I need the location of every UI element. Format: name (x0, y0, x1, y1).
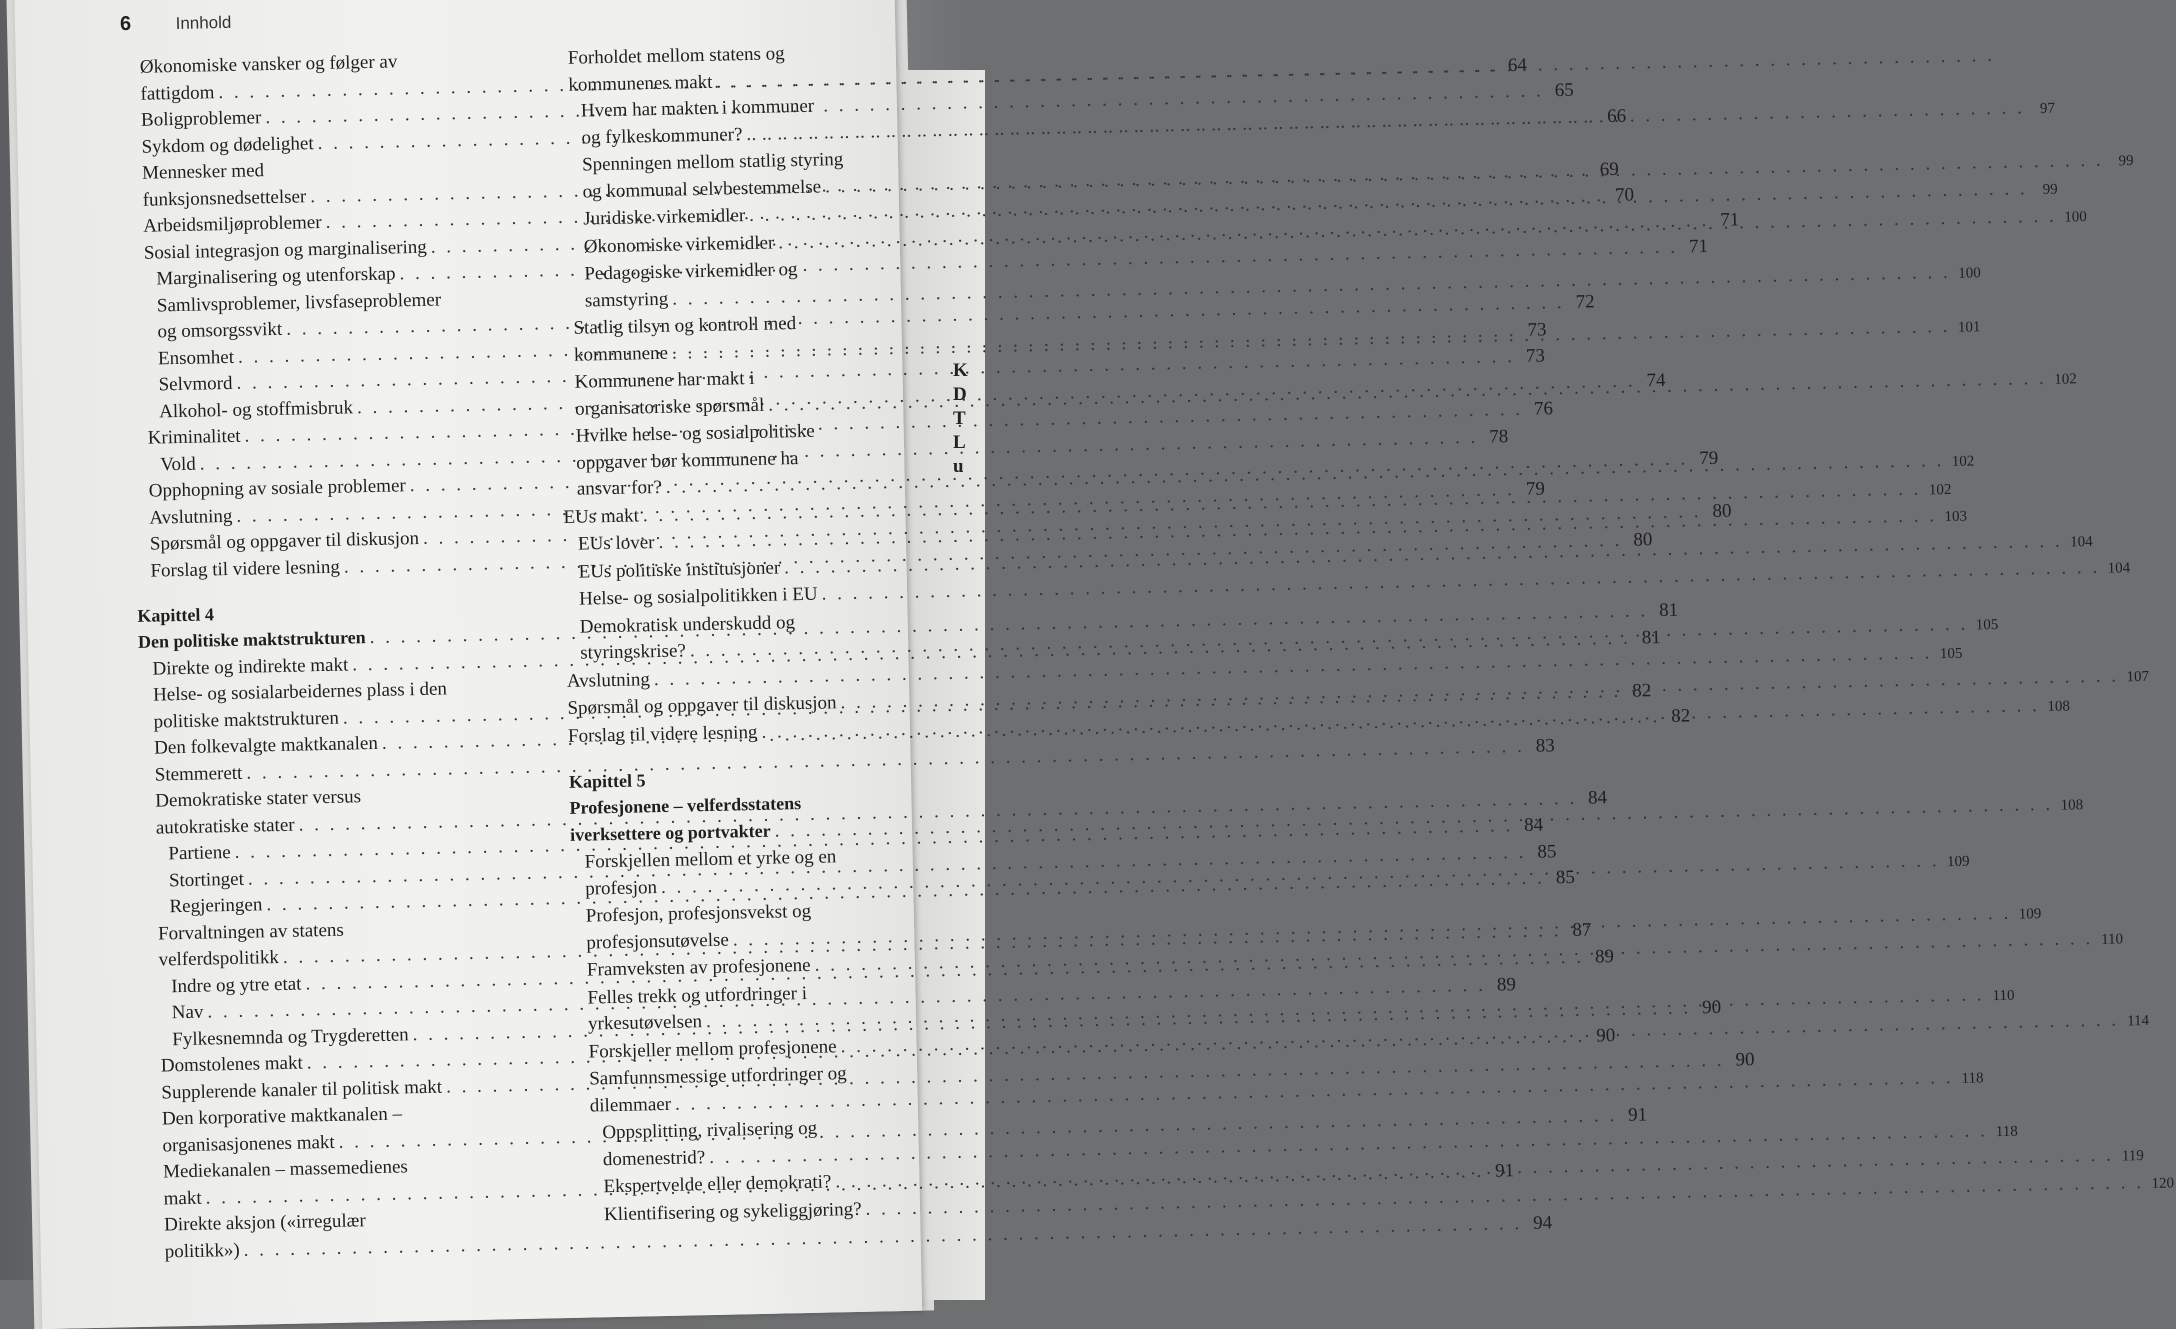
toc-entry-text: styringskrise? (580, 640, 687, 664)
toc-entry-text: Hvilke helse- og sosialpolitiske (575, 420, 815, 447)
toc-entry-text: Selvmord (158, 372, 233, 396)
toc-page-number: 105 (1975, 616, 1999, 634)
toc-page-number: 71 (1720, 208, 1740, 231)
toc-entry-text: ansvar for? (576, 476, 663, 500)
toc-entry-text: Sosial integrasjon og marginalisering (143, 236, 428, 264)
toc-page-number: 91 (1494, 1159, 1515, 1182)
next-page-fragment: K (953, 360, 968, 381)
toc-entry-text: og fylkeskommuner? (581, 123, 743, 149)
toc-page-number: 73 (1527, 318, 1547, 341)
running-head: Innhold (175, 12, 232, 33)
toc-entry-text: oppgaver bør kommunene ha (576, 447, 799, 474)
toc-entry-text: Forslag til videre lesning (567, 721, 758, 747)
toc-page-number: 119 (2121, 1148, 2144, 1165)
toc-entry-text: yrkesutøvelsen (587, 1011, 703, 1035)
toc-entry-text: Indre og ytre etat (170, 973, 302, 997)
toc-entry-text: Forskjellen mellom et yrke og en (584, 846, 837, 873)
toc-entry-text: Økonomiske vansker og følger av (139, 51, 398, 78)
toc-entry-text: Direkte aksjon («irregulær (163, 1210, 366, 1236)
toc-entry-text: Forskjeller mellom profesjonene (588, 1035, 837, 1063)
toc-page-number: 99 (2042, 181, 2058, 198)
toc-entry-text: samstyring (584, 288, 669, 311)
toc-entry-text: EUs makt (563, 504, 640, 528)
toc-entry-text: Domstolenes makt (160, 1052, 303, 1077)
toc-entry-text: Sykdom og dødelighet (141, 132, 314, 158)
toc-entry-text: kommunene (573, 342, 669, 366)
toc-entry-text: Spørsmål og oppgaver til diskusjon (149, 528, 420, 555)
toc-entry-text: Spenningen mellom statlig styring (581, 149, 844, 176)
toc-page-number: 104 (2069, 533, 2093, 550)
toc-page-number: 102 (2054, 370, 2077, 388)
toc-page-number: 76 (1533, 398, 1554, 420)
toc-page-number: 74 (1646, 369, 1666, 391)
toc-entry-text: velferdspolitikk (158, 947, 280, 971)
toc-page-number: 109 (2018, 905, 2042, 923)
book-page (14, 0, 2175, 1329)
toc-entry-text: organisatoriske spørsmål (574, 394, 765, 420)
toc-page-number: 91 (1627, 1103, 1648, 1126)
toc-page-number: 94 (1532, 1211, 1553, 1234)
toc-entry-text: Statlig tilsyn og kontroll med (573, 313, 797, 339)
toc-entry-text: Demokratiske stater versus (155, 786, 362, 812)
toc-entry-text: Forholdet mellom statens og (567, 43, 785, 69)
toc-page-number (1999, 60, 2025, 61)
next-page-fragment: L (953, 432, 966, 453)
toc-entry-text: Avslutning (566, 668, 651, 692)
toc-entry-text: funksjonsnedsettelser (142, 185, 307, 211)
toc-page-number: 84 (1523, 814, 1544, 836)
toc-entry-text: Juridiske virkemidler (582, 205, 746, 230)
toc-page-number: 87 (1572, 919, 1592, 941)
toc-page-number: 79 (1525, 477, 1546, 500)
page-header (120, 11, 232, 36)
toc-entry-text: Helse- og sosialpolitikken i EU (578, 583, 818, 610)
toc-entry-text: Mediekanalen – massemedienes (162, 1156, 409, 1183)
toc-entry-text: Spørsmål og oppgaver til diskusjon (567, 692, 837, 719)
toc-entry-text: og omsorgssvikt (157, 318, 283, 343)
next-page-fragment: T (953, 408, 966, 429)
toc-page-number: 73 (1525, 345, 1546, 367)
toc-entry-text: Den korporative maktkanalen – (161, 1103, 403, 1130)
toc-entry-text: Alkohol- og stoffmisbruk (158, 396, 354, 422)
toc-page-number: 120 (2151, 1174, 2175, 1192)
toc-entry-text: domenestrid? (602, 1146, 706, 1170)
toc-page-number: 110 (1992, 987, 2015, 1005)
toc-entry-text: iverksettere og portvakter (569, 820, 771, 845)
toc-entry-text: Økonomiske virkemidler (583, 232, 775, 257)
toc-entry-text: Fylkesnemnda og Trygderetten (172, 1023, 409, 1050)
toc-page-number: 64 (1507, 54, 1528, 76)
toc-entry-text: EUs politiske institusjoner (578, 556, 781, 583)
toc-page-number: 101 (1957, 318, 1981, 336)
toc-entry-text: Helse- og sosialarbeidernes plass i den (152, 678, 448, 706)
toc-entry-text: politiske maktstrukturen (153, 707, 340, 733)
toc-entry-text: Ekspertvelde eller demokrati? (603, 1171, 832, 1198)
toc-page-number: 72 (1575, 291, 1595, 313)
toc-entry-text: Forslag til videre lesning (150, 556, 341, 582)
toc-entry-text: organisasjonenes makt (162, 1131, 335, 1157)
toc-page-number: 85 (1555, 866, 1576, 889)
toc-entry-text: Felles trekk og utfordringer i (587, 982, 808, 1009)
toc-entry-text: Marginalisering og utenforskap (156, 263, 396, 290)
toc-entry-text: Forvaltningen av statens (157, 919, 345, 945)
toc-entry-text: kommunenes makt (568, 71, 713, 96)
toc-entry-text: EUs lover (577, 532, 655, 555)
toc-page-number: 103 (1944, 508, 1968, 526)
toc-entry-text: Arbeidsmiljøproblemer (143, 211, 322, 237)
toc-entry-text: Kriminalitet (147, 425, 241, 449)
toc-entry-text: autokratiske stater (155, 814, 295, 839)
toc-entry-text: Demokratisk underskudd og (579, 611, 796, 638)
toc-page-number: 102 (1928, 481, 1952, 498)
next-page-fragment: u (953, 456, 964, 477)
toc-entry-text: politikk») (164, 1239, 240, 1262)
toc-entry-text: Samfunnsmessige utfordringer og (589, 1063, 847, 1090)
toc-entry-text: Stortinget (168, 868, 245, 891)
toc-entry-text: Nav (171, 1001, 204, 1024)
toc-entry-text: Boligproblemer (140, 107, 262, 131)
toc-page-number: 83 (1535, 734, 1556, 757)
toc-entry-text: Supplerende kanaler til politisk makt (161, 1076, 443, 1104)
toc-page-number: 80 (1712, 500, 1732, 522)
toc-entry-text: Vold (160, 453, 197, 475)
toc-page-number: 118 (1961, 1069, 1984, 1087)
toc-entry-text: profesjonsutøvelse (586, 929, 730, 954)
next-page-fragment: D (953, 384, 967, 405)
toc-entry-text: Samlivsproblemer, livsfaseproblemer (156, 288, 442, 316)
toc-page-number: 84 (1587, 786, 1608, 809)
toc-page-number: 65 (1554, 79, 1575, 102)
toc-page-number: 108 (2060, 796, 2084, 814)
toc-page-number: 78 (1489, 425, 1509, 448)
toc-entry-text: Stemmerett (154, 762, 243, 786)
toc-page-number: 71 (1688, 235, 1709, 258)
toc-entry-text: Direkte og indirekte makt (152, 654, 349, 680)
toc-entry-text: Profesjonene – velferdsstatens (569, 793, 802, 818)
toc-page-number: 66 (1606, 105, 1627, 127)
toc-entry-text: og kommunal selvbestemmelse (582, 176, 822, 202)
toc-entry-text: Kommunene har makt i (574, 367, 755, 393)
toc-entry-text: Pedagogiske virkemidler og (584, 259, 798, 285)
toc-entry[interactable] (554, 39, 905, 99)
toc-entry-text: Regjeringen (169, 894, 263, 918)
toc-page-number: 89 (1496, 974, 1517, 996)
toc-entry-text: Oppsplitting, rivalisering og (602, 1117, 818, 1144)
toc-page-number: 90 (1735, 1048, 1755, 1071)
toc-page-number: 69 (1599, 158, 1619, 180)
toc-page-number: 85 (1537, 840, 1557, 863)
toc-page-number: 105 (1939, 645, 1963, 662)
toc-page-number: 82 (1632, 679, 1652, 702)
toc-entry-text: Opphopning av sosiale problemer (148, 475, 406, 502)
toc-entry-text: Framveksten av profesjonene (586, 954, 811, 981)
toc-entry-text: Avslutning (149, 505, 233, 529)
toc-page-number: 81 (1658, 599, 1679, 622)
toc-page-number: 108 (2047, 697, 2071, 715)
toc-page-number: 102 (1951, 453, 1975, 470)
toc-entry-text: Den politiske maktstrukturen (137, 627, 366, 652)
page-number: 6 (119, 12, 132, 36)
toc-page-number: 104 (2107, 560, 2131, 577)
toc-entry-text: profesjon (585, 876, 658, 900)
chapter-label: Kapittel 4 (137, 604, 215, 626)
toc-page-number: 82 (1671, 705, 1691, 727)
toc-page-number: 97 (2039, 100, 2056, 117)
chapter-label: Kapittel 5 (568, 770, 646, 792)
toc-page-number: 118 (1995, 1123, 2018, 1140)
toc-entry-text: Klientifisering og sykeliggjøring? (603, 1198, 862, 1225)
toc-page-number: 107 (2126, 668, 2150, 686)
toc-page-number: 114 (2126, 1012, 2150, 1029)
toc-entry-text: Profesjon, profesjonsvekst og (585, 900, 812, 927)
toc-entry-text: fattigdom (140, 81, 215, 105)
toc-entry-text: Mennesker med (141, 160, 265, 184)
toc-page-number: 90 (1596, 1025, 1616, 1047)
toc-page-number: 99 (2118, 152, 2134, 169)
toc-entry-text: Partiene (168, 842, 231, 865)
toc-page-number: 109 (1946, 853, 1970, 870)
toc-page-number: 90 (1701, 996, 1722, 1018)
toc-page-number: 81 (1641, 626, 1661, 648)
toc-page-number: 70 (1614, 184, 1635, 206)
toc-entry-text: Ensomhet (157, 346, 235, 369)
toc-page-number: 89 (1594, 945, 1615, 967)
toc-page-number: 80 (1633, 528, 1653, 551)
toc-page-number: 79 (1698, 447, 1719, 470)
toc-entry-text: Hvem har makten i kommuner (580, 95, 815, 122)
toc-entry-text: dilemmaer (589, 1093, 672, 1117)
toc-entry-text: Den folkevalgte maktkanalen (153, 732, 379, 759)
toc-page-number: 100 (2064, 208, 2087, 225)
toc-page-number: 110 (2100, 931, 2124, 948)
toc-entry-text: makt (163, 1187, 202, 1209)
toc-page-number: 100 (1958, 264, 1981, 282)
